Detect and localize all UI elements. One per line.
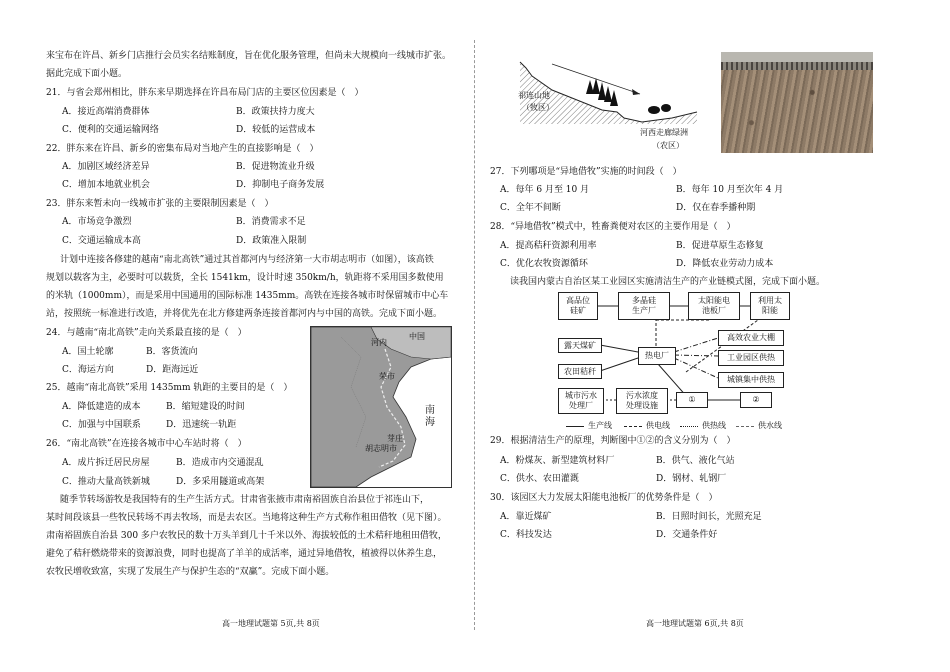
label-farm-area: （农区） — [652, 141, 684, 150]
flowchart-legend — [566, 420, 796, 432]
label-pasture-area: （牧区） — [522, 103, 554, 112]
sheep-grazing-photo — [721, 52, 873, 153]
label-qilian-mountain: 祁连山地 — [518, 91, 550, 100]
clean-production-flowchart — [550, 290, 790, 430]
q25-option-a[interactable]: A．降低建造的成本 — [62, 402, 141, 412]
q29-option-d[interactable]: D．钢材、轧钢厂 — [656, 474, 727, 484]
q26-option-b[interactable]: B．造成市内交通混乱 — [176, 458, 264, 468]
intro3-line: 随季节转场游牧是我国特有的生产生活方式。甘肃省张掖市肃南裕固族自治县位于祁连山下， — [60, 495, 430, 505]
q24-option-c[interactable]: C．海运方向 — [62, 365, 114, 375]
intro3-line: 避免了秸秆燃烧带来的资源浪费，同时也提高了羊羊的成活率，通过异地借牧，植被得以休养生息， — [46, 549, 443, 559]
intro3-line: 农牧民增收致富，实现了发展生产与保护生态的“双赢”。完成下面小题。 — [46, 567, 335, 577]
question-23-stem: 23．胖东来暂未向一线城市扩张的主要限制因素是（ ） — [46, 199, 274, 209]
node-solar-panel-plant: 太阳能电 池板厂 — [688, 292, 740, 320]
q28-option-a[interactable]: A．提高秸秆资源利用率 — [500, 241, 597, 251]
node-greenhouse: 高效农业大棚 — [718, 330, 784, 346]
right-page-footer: 高一地理试题第 6页,共 8页 — [646, 619, 744, 628]
q25-option-d[interactable]: D．迅速统一轨距 — [166, 420, 237, 430]
legend-power-line — [624, 426, 642, 427]
q21-option-d[interactable]: D．较低的运营成本 — [236, 125, 316, 135]
intro3-line: 某时间段该县一些牧民转场不再去牧场，而是去农区。当地将这种生产方式称作租田借牧（见下图）。 — [46, 513, 447, 523]
q27-option-a[interactable]: A．每年 6 月至 10 月 — [500, 185, 590, 195]
q22-option-d[interactable]: D．抑制电子商务发展 — [236, 180, 325, 190]
q23-option-c[interactable]: C．交通运输成本高 — [62, 236, 141, 246]
q27-option-d[interactable]: D．仅在春季播种期 — [676, 203, 756, 213]
q23-option-d[interactable]: D．政策准入限制 — [236, 236, 307, 246]
q22-option-c[interactable]: C．增加本地就业机会 — [62, 180, 150, 190]
map-label-china: 中国 — [409, 332, 425, 341]
q30-option-b[interactable]: B．日照时间长，光照充足 — [656, 512, 762, 522]
node-farm-straw: 农田秸秆 — [558, 364, 602, 379]
q23-option-b[interactable]: B．消费需求不足 — [236, 217, 306, 227]
question-29-stem: 29．根据清洁生产的原理，判断图中①②的含义分别为（ ） — [490, 436, 736, 446]
node-use-solar: 利用太 阳能 — [750, 292, 790, 320]
node-unknown-1: ① — [676, 392, 708, 408]
page-divider — [474, 40, 475, 630]
node-town-heat: 城镇集中供热 — [718, 372, 784, 388]
map-label-vinh: 荣市 — [379, 372, 395, 381]
q28-option-c[interactable]: C．优化农牧资源循环 — [500, 259, 588, 269]
node-thermal-plant: 热电厂 — [638, 347, 676, 365]
question-28-stem: 28．“异地借牧”模式中，牲畜粪便对农区的主要作用是（ ） — [490, 222, 736, 232]
left-page-footer: 高一地理试题第 5页,共 8页 — [222, 619, 320, 628]
question-27-stem: 27．下列哪项是“异地借牧”实施的时间段（ ） — [490, 167, 682, 177]
q23-option-a[interactable]: A．市场竞争激烈 — [62, 217, 132, 227]
intro-line: 据此完成下面小题。 — [46, 69, 128, 79]
node-unknown-2: ② — [740, 392, 772, 408]
q21-option-c[interactable]: C．便利的交通运输网络 — [62, 125, 159, 135]
node-open-pit-coal: 露天煤矿 — [558, 338, 602, 353]
map-label-ho-chi-minh: 胡志明市 — [365, 444, 397, 453]
legend-water-line — [736, 426, 754, 427]
q30-option-d[interactable]: D．交通条件好 — [656, 530, 718, 540]
node-wastewater-facility: 污水浓度 处理设施 — [616, 388, 668, 414]
q22-option-a[interactable]: A．加剧区域经济差异 — [62, 162, 150, 172]
q22-option-b[interactable]: B．促进物流业升级 — [236, 162, 315, 172]
legend-label-water: 供水线 — [758, 421, 782, 430]
q30-option-c[interactable]: C．科技发达 — [500, 530, 552, 540]
q24-option-b[interactable]: B．客货流向 — [146, 347, 198, 357]
q25-option-b[interactable]: B．缩短建设的时间 — [166, 402, 245, 412]
legend-label-heat: 供热线 — [702, 421, 726, 430]
grazing-cross-section — [512, 50, 717, 155]
q24-option-d[interactable]: D．距海远近 — [146, 365, 199, 375]
label-hexi-oasis: 河西走廊绿洲 — [640, 128, 688, 137]
question-25-stem: 25．越南“南北高铁”采用 1435mm 轨距的主要目的是（ ） — [46, 383, 293, 393]
q30-option-a[interactable]: A．靠近煤矿 — [500, 512, 552, 522]
question-26-stem: 26．“南北高铁”在连接各城市中心车站时将（ ） — [46, 439, 247, 449]
question-30-stem: 30．该园区大力发展太阳能电池板厂的优势条件是（ ） — [490, 493, 718, 503]
question-22-stem: 22．胖东来在许昌、新乡的密集布局对当地产生的直接影响是（ ） — [46, 144, 319, 154]
intro2-line: 的米轨（1000mm），而是采用中国通用的国际标准 1435mm。高铁在连接各城市时保留城市中心车 — [46, 291, 449, 301]
map-label-south-sea: 南 海 — [425, 405, 435, 428]
legend-heat-line — [680, 426, 698, 427]
q29-option-b[interactable]: B．供气、液化气站 — [656, 456, 735, 466]
node-silicon-ore: 高品位 硅矿 — [558, 292, 598, 320]
map-label-hanoi: 河内 — [371, 338, 387, 347]
q21-option-b[interactable]: B．政策扶持力度大 — [236, 107, 315, 117]
q29-option-c[interactable]: C．供水、农田灌溉 — [500, 474, 579, 484]
q26-option-d[interactable]: D．多采用隧道或高架 — [176, 477, 265, 487]
legend-label-power: 供电线 — [646, 421, 670, 430]
q25-option-c[interactable]: C．加强与中国联系 — [62, 420, 141, 430]
legend-production-line — [566, 426, 584, 427]
q29-option-a[interactable]: A．粉煤灰、新型建筑材料厂 — [500, 456, 615, 466]
legend-label-production: 生产线 — [588, 421, 612, 430]
q21-option-a[interactable]: A．接近高端消费群体 — [62, 107, 150, 117]
intro-line: 来宝布在许昌、新乡门店推行会员实名结账制度，旨在优化服务管理，但尚未大规模向一线城市扩张。 — [46, 51, 452, 61]
q27-option-b[interactable]: B．每年 10 月至次年 4 月 — [676, 185, 784, 195]
intro2-line: 计划中连接各修建的越南“南北高铁”通过其首都河内与经济第一大市胡志明市（如图），该高铁 — [60, 255, 434, 265]
vietnam-map — [310, 326, 452, 488]
q26-option-a[interactable]: A．成片拆迁居民房屋 — [62, 458, 150, 468]
q27-option-c[interactable]: C．全年不间断 — [500, 203, 561, 213]
intro3-line: 肃南裕固族自治县 300 多户农牧民的数十万头羊到几十千米以外、海拔较低的土术秸秆地租田借牧， — [46, 531, 447, 541]
question-24-stem: 24．与越南“南北高铁”走向关系最直接的是（ ） — [46, 328, 247, 338]
q28-option-b[interactable]: B．促进草原生态修复 — [676, 241, 764, 251]
intro2-line: 站，按照统一标准进行改造，并将优先在北方修建两条连接首都河内与中国的高铁。完成下面小题。 — [46, 309, 443, 319]
map-label-nha-trang: 芽庄 — [387, 434, 403, 443]
intro2-line: 规划以载客为主，必要时可以载货，全长 1541km，设计时速 350km/h，轨距将不采用国多数使用 — [46, 273, 444, 283]
q26-option-c[interactable]: C．推动大量高铁新城 — [62, 477, 150, 487]
node-industrial-heat: 工业园区供热 — [718, 350, 784, 366]
q28-option-d[interactable]: D．降低农业劳动力成本 — [676, 259, 774, 269]
node-polysilicon-plant: 多晶硅 生产厂 — [618, 292, 670, 320]
q24-option-a[interactable]: A．国土轮廓 — [62, 347, 114, 357]
node-sewage-plant: 城市污水 处理厂 — [558, 388, 604, 414]
question-21-stem: 21．与省会郑州相比，胖东来早期选择在许昌布局门店的主要区位因素是（ ） — [46, 88, 364, 98]
intro4-line: 读我国内蒙古自治区某工业园区实施清洁生产的产业链模式图，完成下面小题。 — [510, 277, 826, 287]
